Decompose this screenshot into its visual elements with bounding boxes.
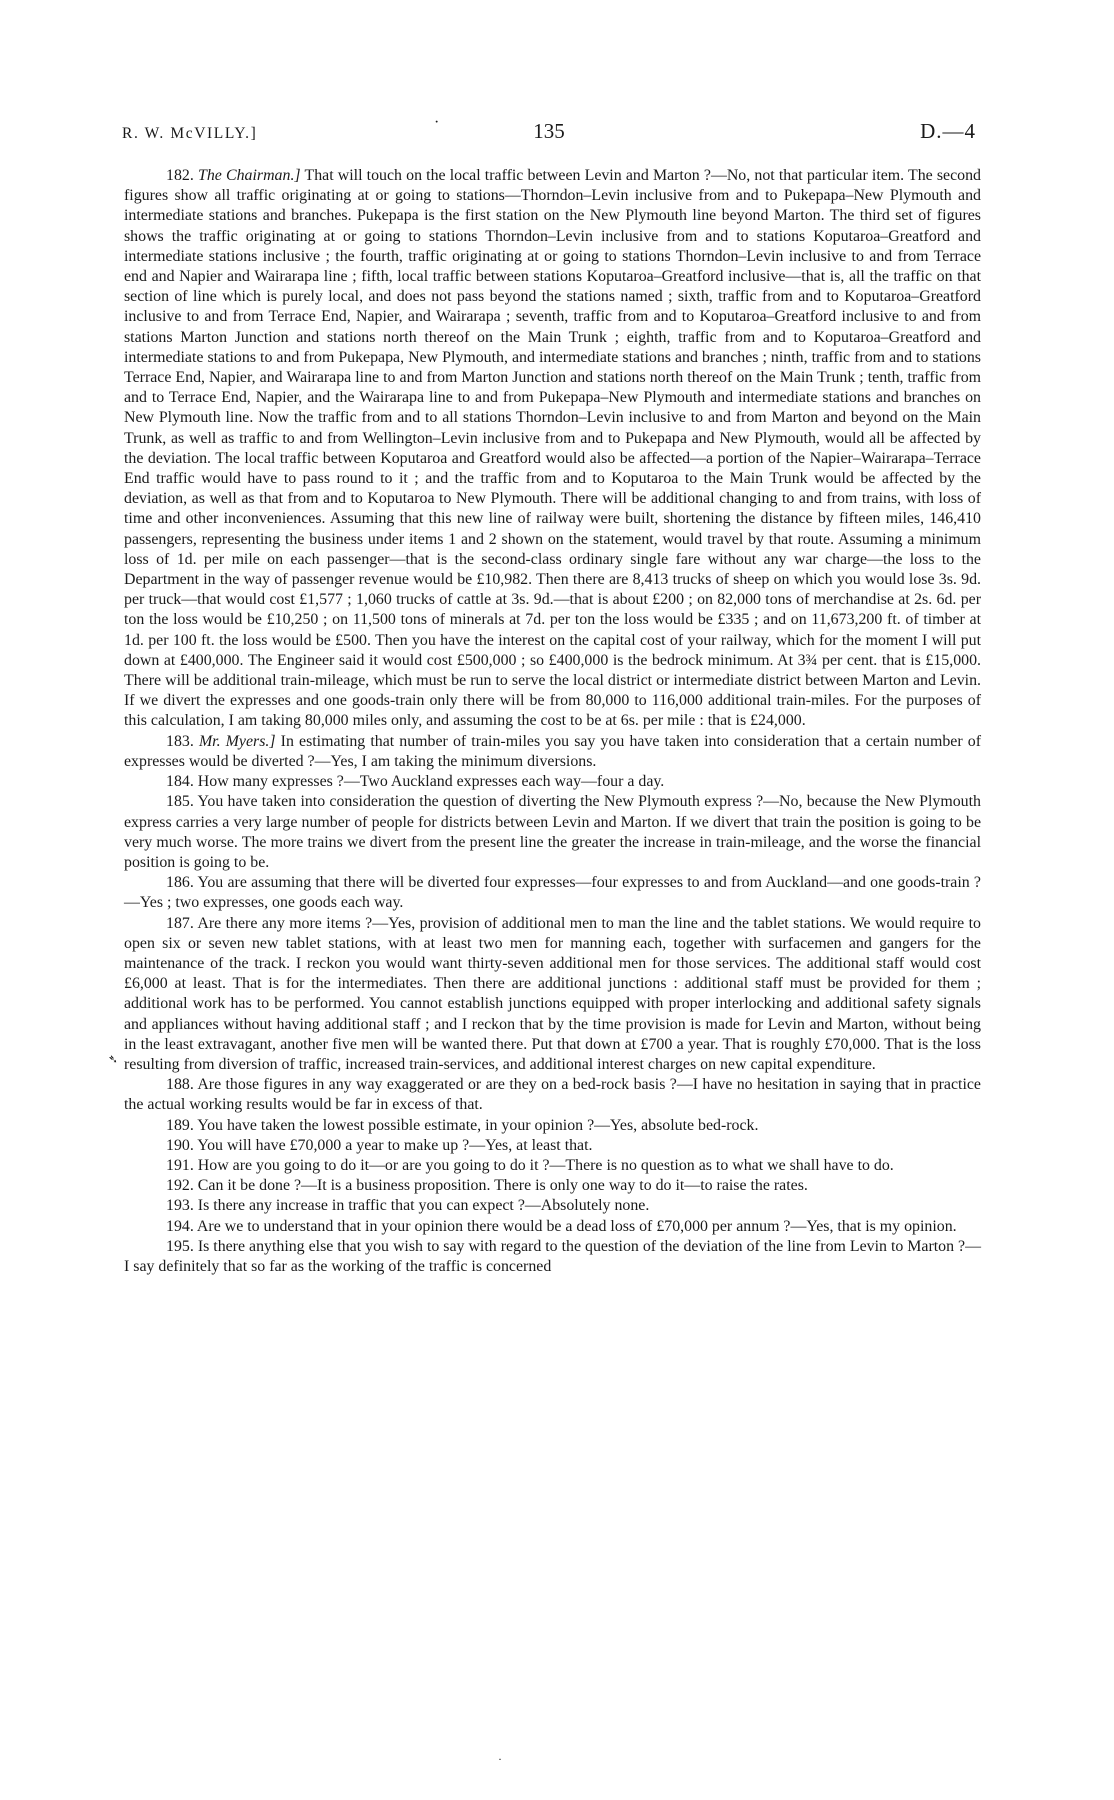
page-header — [122, 119, 976, 149]
question-paragraph — [124, 1156, 981, 1176]
question-paragraph — [124, 732, 981, 772]
ink-mark: · — [434, 114, 440, 131]
question-number: 187. — [166, 914, 194, 932]
question-text: In estimating that number of train-miles you say you have taken into consideration that a certain number of expresses would be diverted ?—Yes, I am taking the minimum diversions. — [124, 732, 981, 770]
question-paragraph — [124, 792, 981, 873]
question-paragraph — [124, 914, 981, 1076]
question-number: 192. — [166, 1177, 194, 1195]
question-paragraph — [124, 1237, 981, 1277]
question-text: How are you going to do it—or are you going to do it ?—There is no question as to what we shall have to do. — [197, 1156, 894, 1174]
question-number: 185. — [166, 793, 194, 811]
document-body — [124, 166, 981, 1277]
margin-mark: ➴ — [108, 1052, 119, 1066]
question-paragraph — [124, 1217, 981, 1237]
question-paragraph — [124, 166, 981, 732]
speaker-name: The Chairman.] — [197, 167, 301, 184]
question-number: 182. — [166, 167, 194, 184]
question-text: Are there any more items ?—Yes, provision of additional men to man the line and the tablet stations. We would require to open six or seven new tablet stations, with at least two men for manning each, together with surfacemen and gangers for the maintenance of the track. I reckon you would want thirty-seven additional men for those services. The additional staff would cost £6,000 at least. That is for the intermediates. Then there are additional junctions : additional staff must be provided for them ; additional work has to be performed. You cannot establish junctions equipped with proper interlocking and additional safety signals and appliances without having additional staff ; and I reckon that by the time provision is made for Levin and Marton, without being in the least extravagant, another five men will be wanted there. Put that down at £700 a year. That is roughly £70,000. That is the loss resulting from diversion of traffic, increased train-services, and additional interest charges on new capital expenditure. — [124, 914, 981, 1073]
question-paragraph — [124, 1136, 981, 1156]
question-number: 195. — [166, 1237, 194, 1255]
question-number: 189. — [166, 1116, 194, 1134]
question-number: 188. — [166, 1076, 194, 1094]
question-paragraph — [124, 1196, 981, 1216]
question-text: You will have £70,000 a year to make up ?—Yes, at least that. — [197, 1136, 593, 1154]
witness-name: R. W. McVILLY.] — [122, 125, 258, 142]
question-number: 194. — [166, 1217, 194, 1235]
question-text: How many expresses ?—Two Auckland expresses each way—four a day. — [197, 773, 665, 791]
question-text: Is there any increase in traffic that you can expect ?—Absolutely none. — [197, 1197, 650, 1215]
document-code: D.—4 — [920, 119, 976, 143]
question-paragraph — [124, 772, 981, 792]
question-text: Are we to understand that in your opinion there would be a dead loss of £70,000 per annum ?—Yes, that is my opinion. — [196, 1217, 957, 1235]
question-paragraph — [124, 873, 981, 913]
speaker-name: Mr. Myers.] — [198, 732, 276, 750]
question-text: Can it be done ?—It is a business proposition. There is only one way to do it—to raise the rates. — [197, 1177, 808, 1195]
question-number: 183. — [166, 732, 194, 750]
question-number: 193. — [166, 1197, 194, 1215]
question-paragraph — [124, 1116, 981, 1136]
question-paragraph — [124, 1075, 981, 1115]
question-paragraph — [124, 1176, 981, 1196]
question-text: Are those figures in any way exaggerated or are they on a bed-rock basis ?—I have no hesitation in saying that in practice the actual working results would be far in excess of that. — [124, 1076, 981, 1114]
question-text: You are assuming that there will be diverted four expresses—four expresses to and from Auckland—and one goods-train ?—Yes ; two expresses, one goods each way. — [124, 874, 981, 912]
question-text: You have taken the lowest possible estimate, in your opinion ?—Yes, absolute bed-rock. — [197, 1116, 759, 1134]
question-text: You have taken into consideration the question of diverting the New Plymouth express ?—No, because the New Plymouth express carries a very large number of people for districts between Levin and Marton. If we divert that train the position is going to be very much worse. The more trains we divert from the present line the greater the increase in train-mileage, and the worse the financial position is going to be. — [124, 793, 981, 871]
question-text: Is there anything else that you wish to say with regard to the question of the deviation of the line from Levin to Marton ?—I say definitely that so far as the working of the traffic is concerned — [124, 1237, 981, 1275]
ink-mark-bottom: · — [498, 1752, 502, 1766]
page-number: 135 — [533, 119, 565, 143]
question-number: 190. — [166, 1136, 194, 1154]
question-text: That will touch on the local traffic between Levin and Marton ?—No, not that particular item. The second figures show all traffic originating at or going to stations—Thorndon–Levin inclusive from and to Pukepapa–New Plymouth and intermediate stations and branches. Pukepapa is the first station on the New Plymouth line beyond Marton. The third set of figures shows the traffic originating at or going to stations Thorndon–Levin inclusive from and to stations Koputaroa–Greatford and intermediate stations inclusive ; the fourth, traffic originating at or going to stations Thorndon–Levin inclusive to and from Terrace end and Napier and Wairarapa line ; fifth, local traffic between stations Koputaroa–Greatford inclusive—that is, all the traffic on that section of line which is purely local, and does not pass beyond the stations named ; sixth, traffic from and to Koputaroa–Greatford inclusive to and from Terrace End, Napier, and Wairarapa ; seventh, traffic from and to Koputaroa–Greatford inclusive to and from stations Marton Junction and stations north thereof on the Main Trunk ; eighth, traffic from and to Koputaroa–Greatford and intermediate stations to and from Pukepapa, New Plymouth, and intermediate stations and branches ; ninth, traffic from and to stations Terrace End, Napier, and Wairarapa line to and from Marton Junction and stations north thereof on the Main Trunk ; tenth, traffic from and to Terrace End, Napier, and the Wairarapa line to and from Pukepapa–New Plymouth and intermediate stations and branches on New Plymouth line. Now the traffic from and to all stations Thorndon–Levin inclusive to and from Marton and beyond on the Main Trunk, as well as traffic to and from Wellington–Levin inclusive from and to Pukepapa and New Plymouth, would all be affected by the deviation. The local traffic between Koputaroa and Greatford would also be affected—a portion of the Napier–Wairarapa–Terrace End traffic would have to pass round to it ; and the traffic from and to Koputaroa to the Main Trunk would be affected by the deviation, as well as that from and to Koputaroa to New Plymouth. There will be additional changing to and from trains, with loss of time and other inconveniences. Assuming that this new line of railway were built, shortening the distance by fifteen miles, 146,410 passengers, representing the business under items 1 and 2 shown on the statement, would travel by that route. Assuming a minimum loss of 1d. per mile on each passenger—that is the second-class ordinary single fare without any war charge—the loss to the Department in the way of passenger revenue would be £10,982. Then there are 8,413 trucks of sheep on which you would lose 3s. 9d. per truck—that would cost £1,577 ; 1,060 trucks of cattle at 3s. 9d.—that is about £200 ; on 82,000 tons of merchandise at 2s. 6d. per ton the loss would be £10,250 ; on 11,500 tons of minerals at 7d. per ton the loss would be £335 ; and on 11,673,200 ft. of timber at 1d. per 100 ft. the loss would be £500. Then you have the interest on the capital cost of your railway, which for the moment I will put down at £400,000. The Engineer said it would cost £500,000 ; so £400,000 is the bedrock minimum. At 3¾ per cent. that is £15,000. There will be additional train-mileage, which must be run to serve the local district or intermediate district between Marton and Levin. If we divert the expresses and one goods-train only there will be from 80,000 to 116,000 additional train-miles. For the purposes of this calculation, I am taking 80,000 miles only, and assuming the cost to be at 6s. per mile : that is £24,000. — [124, 167, 981, 730]
question-number: 186. — [166, 874, 194, 892]
question-number: 184. — [166, 773, 194, 791]
question-number: 191. — [166, 1156, 194, 1174]
